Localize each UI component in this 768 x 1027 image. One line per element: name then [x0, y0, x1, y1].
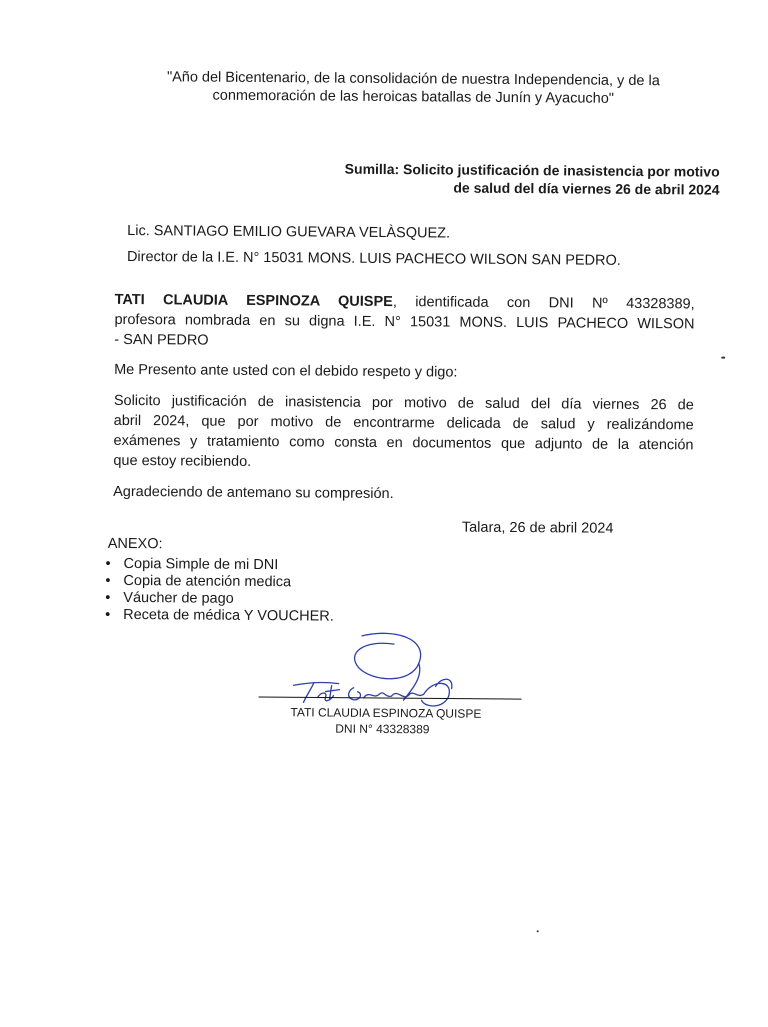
signatory-name: TATI CLAUDIA ESPINOZA QUISPE — [290, 705, 482, 721]
addressee-name: Lic. SANTIAGO EMILIO GUEVARA VELÀSQUEZ. — [127, 222, 451, 242]
annex-item: • Váucher de pago — [105, 590, 334, 609]
sumilla-line-2: de salud del día viernes 26 de abril 2024 — [453, 179, 720, 198]
sender-name: TATI CLAUDIA ESPINOZA QUISPE — [114, 291, 393, 311]
motto-line-2: conmemoración de las heroicas batallas de Junín y Ayacucho" — [212, 87, 615, 107]
addressee-position: Director de la I.E. N° 15031 MONS. LUIS PACHECO WILSON SAN PEDRO. — [126, 248, 621, 269]
scan-speck — [721, 357, 725, 359]
annex-title: ANEXO: — [107, 535, 163, 553]
year-motto — [113, 68, 713, 109]
closing-line: Agradeciendo de antemano su compresión. — [113, 483, 394, 503]
signatory-dni: DNI N° 43328389 — [335, 721, 430, 737]
motto-line-1: "Año del Bicentenario, de la consolidación de nuestra Independencia, y de la — [166, 69, 660, 90]
addressee-block — [127, 218, 727, 275]
request-line-2: abril 2024, que por motivo de encontrarme delicada de salud y realizándome — [113, 412, 694, 434]
annex-item: • Copia Simple de mi DNI — [106, 556, 335, 575]
sender-line-2: profesora nombrada en su digna I.E. N° 15031 MONS. LUIS PACHECO WILSON — [114, 311, 695, 333]
place-date: Talara, 26 de abril 2024 — [461, 519, 614, 537]
sender-line-3: - SAN PEDRO — [114, 331, 209, 349]
annex-item: • Copia de atención medica — [105, 573, 334, 592]
request-line-3: exámenes y tratamiento como consta en documentos que adjunto de la atención — [113, 432, 694, 454]
intro-paragraph — [114, 360, 694, 385]
sender-id: , identificada con DNI Nº 43328389, — [392, 294, 695, 313]
annex-list — [105, 556, 334, 626]
request-paragraph — [113, 391, 694, 476]
sumilla-subject — [264, 159, 719, 199]
request-line-1: Solicito justificación de inasistencia por motivo de salud del día viernes 26 de — [113, 392, 694, 414]
annex-item: • Receta de médica Y VOUCHER. — [105, 607, 334, 626]
intro-line: Me Presento ante usted con el debido respeto y digo: — [114, 361, 458, 381]
sumilla-line-1: Sumilla: Solicito justificación de inasistencia por motivo — [344, 160, 720, 180]
request-line-4: que estoy recibiendo. — [113, 452, 252, 470]
scan-speck — [537, 930, 539, 932]
closing-paragraph — [113, 482, 693, 507]
sender-paragraph — [114, 290, 694, 355]
